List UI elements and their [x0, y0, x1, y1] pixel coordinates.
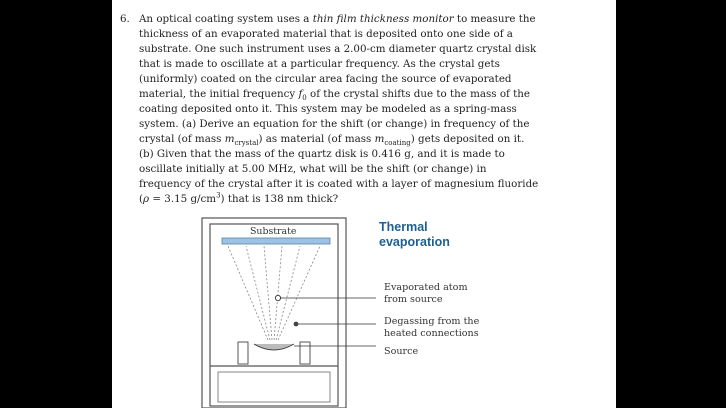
evaporated-atom-label: [384, 282, 468, 306]
problem-number: 6.: [120, 13, 130, 25]
heated-connection-right: [300, 342, 310, 364]
degassing-atom: [294, 322, 299, 327]
source-label: Source: [384, 346, 419, 357]
figure-title-line2: evaporation: [379, 235, 450, 249]
right-black-margin: [616, 0, 726, 408]
document-page: [112, 0, 616, 408]
problem-text: An optical coating system uses a thin film thickness monitor to measure the thickness of an evaporated material that is deposited onto one side of a substrate. One such instrument uses a 2.00-cm diameter quartz crystal disk that is made to oscillate at a particular frequency. As the crystal gets (uniformly) coated on the circular area facing the source of evaporated material, the initial frequency $f_0$ of the crystal shifts due to the mass of the coating deposited onto it. This system may be modeled as a spring-mass system. (a) Derive an equation for the shift (or change) in frequency of the crystal (of mass $m_{crystal}$) as material (of mass $m_{coating}$) gets deposited on it. (b) Given that the mass of the quartz disk is 0.416 g, and it is made to oscillate initially at 5.00 MHz, what will be the shift (or change) in frequency of the crystal after it is coated with a layer of magnesium fluoride (ρ = 3.15 $g/cm^3$) that is 138 nm thick?: [139, 13, 539, 205]
substrate-label: Substrate: [250, 226, 297, 237]
evaporated-atom: [275, 295, 280, 300]
degassing-label-line1: Degassing from the: [384, 316, 480, 327]
degassing-label: [384, 316, 479, 340]
degassing-label-line2: heated connections: [384, 328, 479, 339]
evaporated-atom-label-line2: from source: [384, 294, 443, 305]
left-black-margin: [0, 0, 112, 408]
source-boat: [254, 344, 294, 350]
chamber-base: [218, 372, 330, 402]
thermal-evaporation-figure: [198, 216, 498, 408]
leader-lines: [280, 298, 376, 346]
figure-title-line1: Thermal: [379, 220, 428, 234]
chamber-frame: [202, 218, 346, 408]
figure-title: [379, 220, 489, 250]
problem-6: [120, 12, 540, 207]
substrate-plate: [222, 238, 330, 244]
evaporated-atom-label-line1: Evaporated atom: [384, 282, 468, 293]
heated-connection-left: [238, 342, 248, 364]
evaporation-rays: [228, 246, 320, 340]
